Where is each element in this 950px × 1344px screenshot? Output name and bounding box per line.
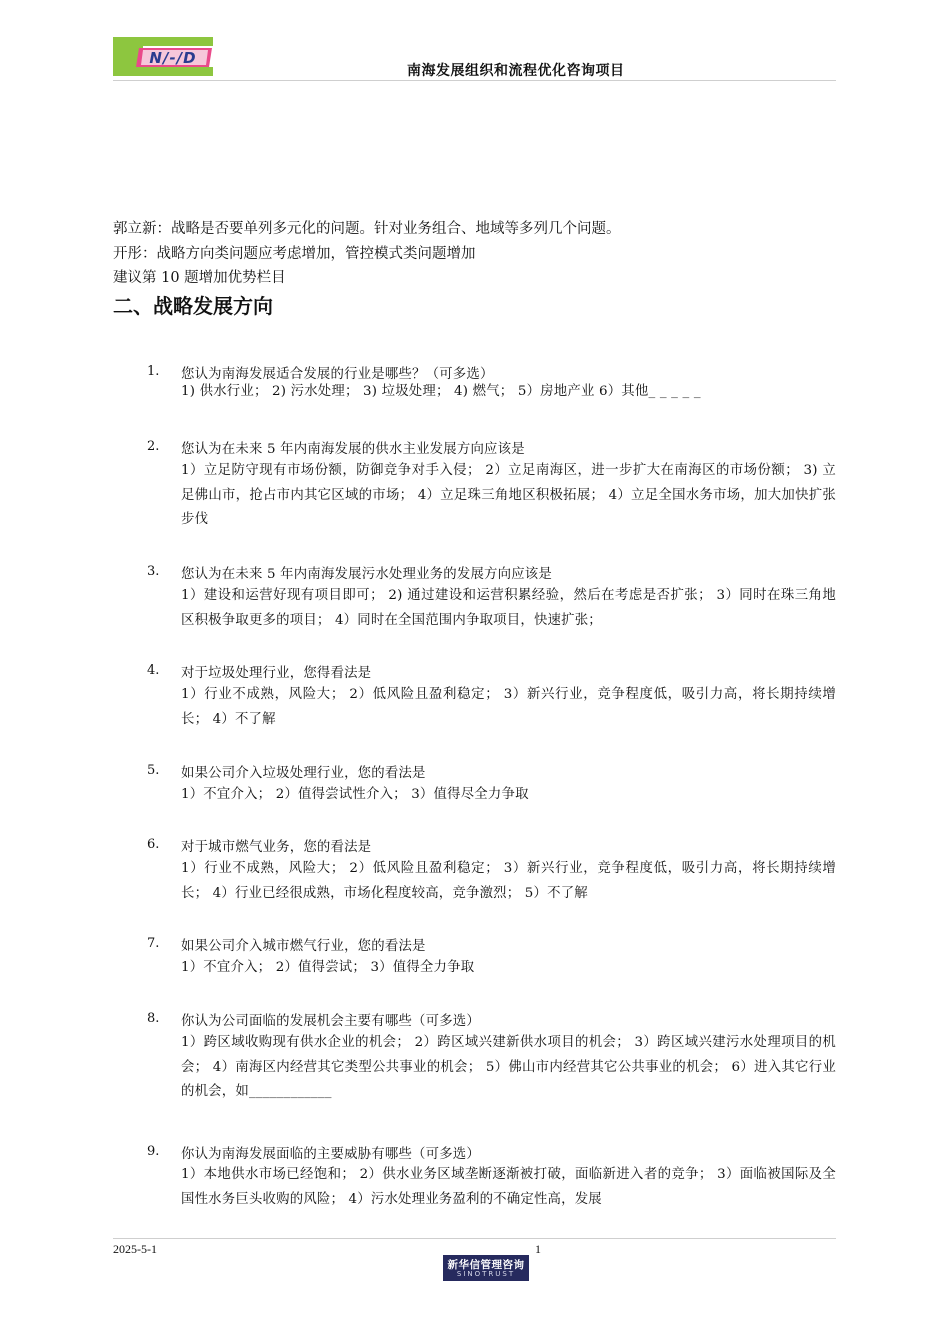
question-text: 您认为南海发展适合发展的行业是哪些？（可多选） — [181, 367, 494, 382]
logo-cn-text: 新华信管理咨询 — [447, 1259, 525, 1271]
question-options: 1) 供水行业； 2) 污水处理； 3) 垃圾处理； 4) 燃气； 5）房地产业 6）其他_ _ _ _ _ — [181, 384, 701, 399]
sinotrust-logo — [443, 1255, 529, 1281]
footer-divider — [113, 1238, 836, 1239]
page-number: 1 — [535, 1242, 541, 1256]
svg-text:N/-/D: N/-/D — [149, 49, 197, 67]
question-number: 9. — [147, 1144, 160, 1159]
question-text: 对于垃圾处理行业，您得看法是 — [181, 666, 372, 681]
review-note: 开彤：战略方向类问题应考虑增加，管控模式类问题增加 — [113, 246, 476, 262]
question-options: 1）立足防守现有市场份额，防御竞争对手入侵； 2）立足南海区，进一步扩大在南海区的市场份额； 3) 立足佛山市，抢占市内其它区域的市场； 4）立足珠三角地区积极拓展； 4）立足全国水务市场，加大加快扩张步伐 — [181, 463, 836, 527]
question-number: 2. — [147, 439, 160, 454]
header-divider — [113, 80, 836, 81]
question-options: 1）跨区域收购现有供水企业的机会； 2）跨区域兴建新供水项目的机会； 3）跨区域兴建污水处理项目的机会； 4）南海区内经营其它类型公共事业的机会； 5）佛山市内经营其它公共事业的机会； 6）进入其它行业的机会，如____________ — [181, 1035, 836, 1099]
question-options: 1）不宜介入； 2）值得尝试性介入； 3）值得尽全力争取 — [181, 787, 529, 802]
question-options: 1）行业不成熟，风险大； 2）低风险且盈利稳定； 3）新兴行业，竞争程度低，吸引力高，将长期持续增长； 4）不了解 — [181, 687, 836, 727]
logo-en-text: SINOTRUST — [456, 1270, 516, 1278]
review-note: 郭立新：战略是否要单列多元化的问题。针对业务组合、地域等多列几个问题。 — [113, 221, 621, 237]
question-number: 4. — [147, 663, 160, 678]
question-number: 1. — [147, 364, 160, 379]
question-options: 1）建设和运营好现有项目即可； 2) 通过建设和运营积累经验，然后在考虑是否扩张； 3）同时在珠三角地区积极争取更多的项目； 4）同时在全国范围内争取项目，快速扩张； — [181, 588, 836, 628]
question-text: 您认为在未来 5 年内南海发展的供水主业发展方向应该是 — [181, 442, 525, 457]
company-logo — [113, 36, 213, 76]
question-number: 6. — [147, 837, 160, 852]
question-text: 如果公司介入城市燃气行业，您的看法是 — [181, 939, 426, 954]
question-text: 你认为南海发展面临的主要威胁有哪些（可多选） — [181, 1147, 480, 1162]
question-text: 如果公司介入垃圾处理行业，您的看法是 — [181, 766, 426, 781]
question-options: 1）不宜介入； 2）值得尝试； 3）值得全力争取 — [181, 960, 475, 975]
review-note: 建议第 10 题增加优势栏目 — [113, 270, 286, 286]
question-text: 您认为在未来 5 年内南海发展污水处理业务的发展方向应该是 — [181, 567, 552, 582]
question-number: 3. — [147, 564, 160, 579]
document-title: 南海发展组织和流程优化咨询项目 — [407, 63, 625, 79]
question-options: 1）行业不成熟，风险大； 2）低风险且盈利稳定； 3）新兴行业，竞争程度低，吸引力高，将长期持续增长； 4）行业已经很成熟，市场化程度较高，竞争激烈； 5）不了解 — [181, 861, 836, 901]
question-number: 5. — [147, 763, 160, 778]
question-number: 8. — [147, 1011, 160, 1026]
footer-date: 2025-5-1 — [113, 1242, 157, 1256]
question-options: 1）本地供水市场已经饱和； 2）供水业务区域垄断逐渐被打破，面临新进入者的竞争； 3）面临被国际及全国性水务巨头收购的风险； 4）污水处理业务盈利的不确定性高，发展 — [181, 1167, 836, 1207]
question-number: 7. — [147, 936, 160, 951]
question-text: 你认为公司面临的发展机会主要有哪些（可多选） — [181, 1014, 480, 1029]
question-text: 对于城市燃气业务，您的看法是 — [181, 840, 372, 855]
section-heading: 二、战略发展方向 — [113, 294, 273, 318]
